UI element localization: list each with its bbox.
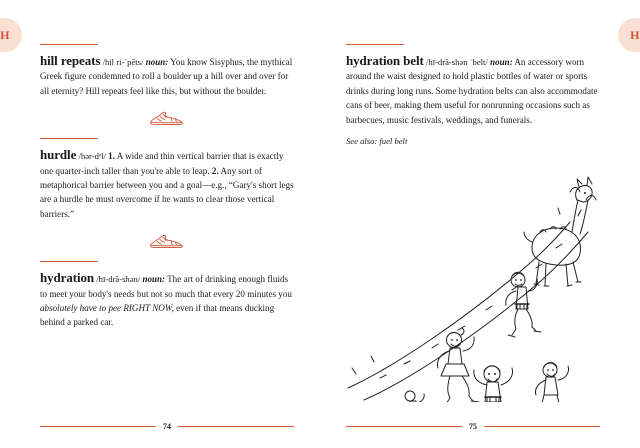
pronunciation: /hī-drā-shən ˈbelt/ bbox=[425, 57, 488, 67]
see-also-label: See also: bbox=[346, 136, 378, 147]
pronunciation: /hī-drā-shən/ bbox=[96, 274, 141, 285]
part-of-speech: noun: bbox=[145, 57, 169, 67]
llama-figure bbox=[524, 177, 592, 286]
headword: hydration bbox=[40, 270, 95, 286]
entry-text bbox=[40, 54, 294, 98]
see-also bbox=[346, 136, 600, 146]
illustration-runners-and-llama bbox=[346, 152, 600, 402]
entry-text bbox=[40, 148, 294, 221]
headword: hill repeats bbox=[40, 53, 101, 68]
headword: hydration belt bbox=[346, 53, 424, 68]
right-page-folio bbox=[346, 422, 600, 431]
alphabet-tab-right bbox=[618, 18, 640, 52]
sense-number-2: 2. bbox=[211, 165, 219, 176]
definition: You know Sisyphus, the mythical Greek figure condemned to roll a boulder up a hill over and over for all eternity? Hill repeats feel like this, but without the boulder. bbox=[40, 57, 293, 96]
runner-figure-rear bbox=[506, 272, 541, 337]
entry-text bbox=[40, 271, 294, 330]
left-page-folio bbox=[40, 422, 294, 431]
sense-number-1: 1. bbox=[108, 151, 115, 162]
entry-rule bbox=[40, 138, 98, 139]
pronunciation: /hər-dᵊl/ bbox=[78, 151, 106, 162]
right-page-content bbox=[346, 0, 600, 402]
alphabet-tab-left bbox=[0, 18, 22, 52]
alphabet-tab-right-letter: H bbox=[630, 27, 640, 42]
see-also-target[interactable]: fuel belt bbox=[377, 136, 408, 147]
runner-figure-background bbox=[402, 391, 424, 402]
page-number: 75 bbox=[469, 422, 477, 431]
running-shoe-icon bbox=[147, 232, 187, 252]
page-number: 74 bbox=[163, 422, 171, 431]
entry-text bbox=[346, 54, 600, 127]
entry-rule bbox=[346, 44, 404, 45]
runner-figure-center bbox=[474, 366, 513, 402]
definition-emphasis: absolutely have to pee RIGHT NOW, bbox=[40, 303, 174, 314]
runner-figure-skirt bbox=[437, 328, 479, 402]
part-of-speech: noun: bbox=[142, 274, 166, 285]
definition-part-1: The art of drinking enough fluids to meet your body's needs but not so much that every 20 minutes you bbox=[40, 274, 292, 299]
left-page-content bbox=[40, 0, 294, 330]
running-shoe-icon bbox=[147, 109, 187, 129]
entry-rule bbox=[40, 261, 98, 262]
folio-rule-right bbox=[484, 426, 600, 427]
folio-rule-right bbox=[178, 426, 294, 427]
part-of-speech: noun: bbox=[490, 57, 513, 67]
entry-rule bbox=[40, 44, 98, 45]
alphabet-tab-left-letter: H bbox=[0, 27, 10, 42]
folio-rule-left bbox=[40, 426, 156, 427]
entry-hydration bbox=[40, 261, 294, 330]
shoe-ornament-divider-1 bbox=[40, 109, 294, 129]
entry-hurdle bbox=[40, 138, 294, 221]
sense-text-2: Any sort of metaphorical barrier between you and a goal—e.g., “Gary's short legs are a hurdle he must overcome if he wants to clear those vertical barriers.” bbox=[40, 165, 294, 219]
runner-figure-right bbox=[535, 363, 568, 403]
sense-text-1: A wide and thin vertical barrier that is exactly one quarter-inch taller than you're able to leap. bbox=[40, 151, 284, 176]
entry-hill-repeats bbox=[40, 44, 294, 98]
folio-rule-left bbox=[346, 426, 462, 427]
shoe-ornament-divider-2 bbox=[40, 232, 294, 252]
headword: hurdle bbox=[40, 147, 77, 163]
entry-hydration-belt bbox=[346, 44, 600, 146]
illustration-canvas bbox=[346, 152, 600, 402]
pronunciation: /hil ri-ˈpēts/ bbox=[102, 57, 144, 67]
right-page bbox=[320, 0, 640, 448]
definition-part-2: even if that means ducking behind a parked car. bbox=[40, 303, 275, 328]
definition: An accessory worn around the waist designed to hold plastic bottles of water or sports drinks during long runs. Some hydration belts can also accommodate cans of beer, making them useful for nonrunning occasions such as barbecues, music festivals, weddings, and funerals. bbox=[346, 57, 598, 125]
